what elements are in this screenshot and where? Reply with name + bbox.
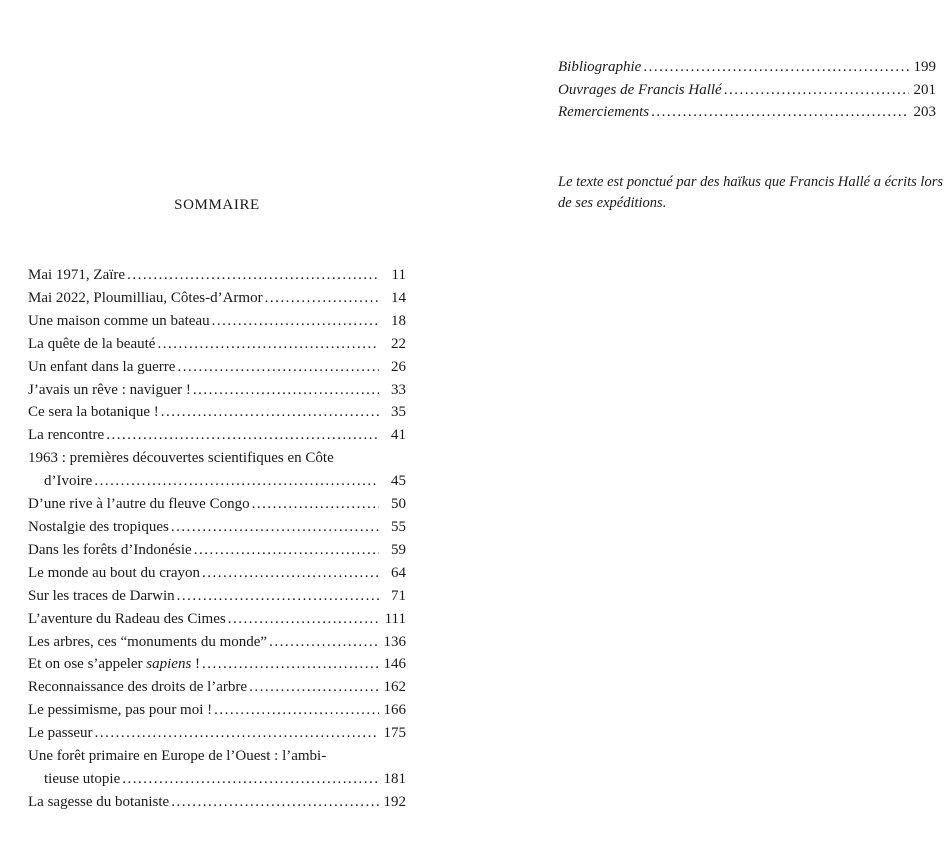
toc-entry-title: Un enfant dans la guerre — [28, 358, 176, 375]
toc-entry — [28, 608, 406, 631]
toc-entry-title: Le pessimisme, pas pour moi ! — [28, 702, 213, 719]
dot-leader — [643, 56, 909, 79]
toc-entry — [28, 631, 406, 654]
haiku-note: Le texte est ponctué par des haïkus que Francis Hallé a écrits lors de ses expéditions. — [558, 174, 943, 211]
toc-entry-page: 192 — [383, 793, 406, 810]
toc-entry-title — [28, 653, 200, 676]
dot-leader — [202, 653, 379, 676]
toc-entry-title-prefix: Et on ose s’appeler — [28, 656, 147, 673]
toc-entry-title: Reconnaissance des droits de l’arbre — [28, 679, 248, 696]
dot-leader — [724, 79, 909, 102]
toc-entry-title: La sagesse du botaniste — [28, 793, 170, 810]
toc-entry-page: 33 — [391, 381, 406, 398]
toc-entry-title: Le monde au bout du crayon — [28, 564, 201, 581]
toc-entry-title-italic: sapiens — [146, 656, 192, 673]
toc-entry-page: 59 — [391, 541, 406, 558]
toc-entry-first-line: Une forêt primaire en Europe de l’Ouest : l’ambi- — [28, 748, 327, 765]
annex-entry — [558, 79, 936, 102]
toc-entry-page: 136 — [383, 633, 406, 650]
toc-entry — [28, 676, 406, 699]
toc-entry-title: Mai 1971, Zaïre — [28, 267, 126, 283]
annex-entry — [558, 101, 936, 124]
toc-entry-title: Le passeur — [28, 725, 93, 742]
toc-entry — [28, 310, 406, 333]
dot-leader — [161, 401, 379, 424]
toc-entry-page: 71 — [391, 587, 406, 604]
toc-entry-title: Une maison comme un bateau — [28, 312, 210, 329]
dot-leader — [265, 287, 379, 310]
toc-entry-title: L’aventure du Radeau des Cimes — [28, 610, 226, 627]
table-of-contents — [28, 264, 406, 814]
toc-entry — [28, 768, 406, 791]
toc-entry — [28, 516, 406, 539]
toc-entry-page: 55 — [391, 518, 406, 535]
toc-entry-title: Ce sera la botanique ! — [28, 404, 159, 421]
toc-entry-title-suffix: ! — [191, 656, 201, 673]
toc-entry — [28, 287, 406, 310]
dot-leader — [94, 470, 379, 493]
toc-entry — [28, 424, 406, 447]
toc-entry-title: D’une rive à l’autre du fleuve Congo — [28, 496, 250, 513]
toc-entry — [28, 333, 406, 356]
toc-entry-title: J’avais un rêve : naviguer ! — [28, 381, 191, 398]
toc-entry-title: Nostalgie des tropiques — [28, 518, 169, 535]
toc-entry-first-line: 1963 : premières découvertes scientifiques en Côte — [28, 450, 334, 467]
toc-entry — [28, 356, 406, 379]
toc-entry — [28, 562, 406, 585]
toc-entry-page: 175 — [383, 725, 406, 742]
toc-entry-page: 14 — [391, 289, 406, 306]
annex-entry-title: Ouvrages de Francis Hallé — [558, 81, 722, 98]
dot-leader — [122, 768, 379, 791]
dot-leader — [214, 699, 379, 722]
toc-entry-page: 50 — [391, 496, 406, 513]
dot-leader — [171, 516, 379, 539]
toc-entry — [28, 722, 406, 745]
toc-entry-page: 22 — [391, 335, 406, 352]
toc-entry-title: Sur les traces de Darwin — [28, 587, 175, 604]
dot-leader — [228, 608, 379, 631]
right-page — [474, 0, 948, 845]
dot-leader — [127, 264, 379, 287]
dot-leader — [269, 631, 379, 654]
toc-entry — [28, 653, 406, 676]
toc-entry-title: tieuse utopie — [44, 770, 121, 787]
dot-leader — [177, 356, 379, 379]
annex-entry-title: Remerciements — [558, 104, 650, 120]
toc-entry-title: Mai 2022, Ploumilliau, Côtes-d’Armor — [28, 289, 263, 306]
annex-entry-page: 199 — [913, 59, 936, 75]
toc-entry-page: 35 — [391, 404, 406, 421]
annex-entry-title: Bibliographie — [558, 59, 642, 75]
toc-entry — [28, 470, 406, 493]
annex-contents — [558, 56, 936, 124]
toc-entry-title: d’Ivoire — [44, 473, 93, 490]
toc-heading: SOMMAIRE — [174, 197, 260, 213]
dot-leader — [171, 791, 379, 814]
dot-leader — [212, 310, 379, 333]
annex-entry — [558, 56, 936, 79]
toc-entry — [28, 585, 406, 608]
toc-entry-title: Les arbres, ces “monuments du monde” — [28, 633, 268, 650]
toc-entry — [28, 539, 406, 562]
dot-leader — [193, 379, 379, 402]
toc-entry-page: 45 — [391, 473, 406, 490]
dot-leader — [202, 562, 379, 585]
dot-leader — [651, 101, 909, 124]
annex-entry-page: 201 — [913, 81, 936, 98]
toc-entry-page: 166 — [383, 702, 406, 719]
dot-leader — [249, 676, 379, 699]
annex-entry-page: 203 — [913, 104, 936, 120]
dot-leader — [95, 722, 379, 745]
toc-entry-title: La quête de la beauté — [28, 335, 156, 352]
toc-entry-page: 146 — [383, 656, 406, 673]
dot-leader — [157, 333, 379, 356]
dot-leader — [194, 539, 379, 562]
toc-entry-page: 64 — [391, 564, 406, 581]
toc-entry-page: 162 — [383, 679, 406, 696]
toc-entry — [28, 264, 406, 287]
toc-entry-page: 181 — [383, 770, 406, 787]
toc-entry — [28, 699, 406, 722]
toc-entry-title: La rencontre — [28, 427, 105, 444]
toc-entry — [28, 401, 406, 424]
dot-leader — [177, 585, 379, 608]
toc-entry-page: 26 — [391, 358, 406, 375]
toc-entry — [28, 493, 406, 516]
toc-entry-page: 111 — [384, 610, 406, 627]
toc-entry-page: 11 — [391, 267, 406, 283]
toc-entry-page: 18 — [391, 312, 406, 329]
dot-leader — [252, 493, 379, 516]
dot-leader — [106, 424, 379, 447]
toc-entry — [28, 791, 406, 814]
toc-entry-title: Dans les forêts d’Indonésie — [28, 541, 192, 558]
toc-entry — [28, 379, 406, 402]
toc-entry-page: 41 — [391, 427, 406, 444]
